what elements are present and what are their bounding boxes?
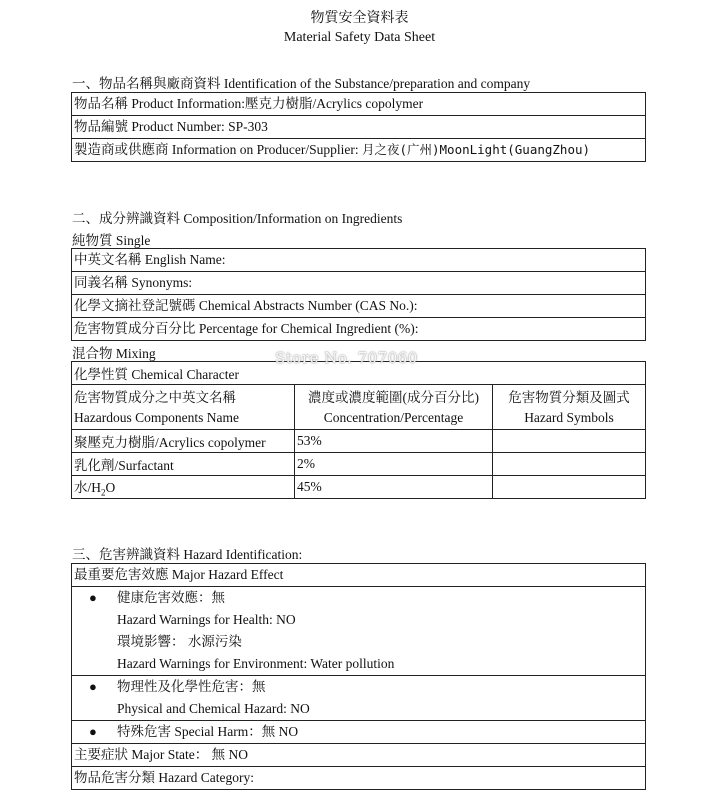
product-info-row: 物品名稱 Product Information:壓克力樹脂/Acrylics copolymer: [74, 96, 424, 111]
components-table: [71, 361, 646, 499]
table-row: [72, 430, 646, 453]
physical-hazard-zh: 物理性及化學性危害：無: [117, 679, 266, 694]
list-item: [72, 631, 645, 653]
synonyms-row: 同義名稱 Synonyms:: [72, 271, 645, 294]
section3-heading: 三、危害辨識資料 Hazard Identification:: [72, 547, 303, 562]
col-name-en: Hazardous Components Name: [72, 407, 295, 430]
header-row-en: [72, 407, 646, 430]
col-conc-en: Concentration/Percentage: [295, 407, 493, 430]
doc-title-zh: 物質安全資料表: [310, 11, 409, 26]
producer-label: 製造商或供應商 Information on Producer/Supplier:: [74, 142, 362, 157]
health-hazard-zh: 健康危害效應：無: [117, 590, 225, 605]
component-pct: 2%: [295, 453, 493, 476]
percentage-row: 危害物質成分百分比 Percentage for Chemical Ingredient (%):: [72, 317, 645, 340]
bullet-icon: ●: [89, 590, 97, 605]
single-table: [71, 248, 646, 341]
col-name-zh: 危害物質成分之中英文名稱: [72, 385, 295, 408]
chem-char-cell: 化學性質 Chemical Character: [72, 362, 646, 385]
list-item: [72, 676, 645, 698]
hazard-bullet-block: [72, 586, 645, 675]
water-name-post: O: [105, 480, 116, 496]
component-symbol: [493, 453, 646, 476]
cas-row: 化學文摘社登記號碼 Chemical Abstracts Number (CAS No.):: [72, 294, 645, 317]
table-row: [72, 453, 646, 476]
special-harm: 特殊危害 Special Harm：無 NO: [117, 724, 299, 739]
component-name: 乳化劑/Surfactant: [72, 453, 295, 476]
health-hazard-en: Hazard Warnings for Health: NO: [117, 612, 296, 627]
product-number-row: 物品編號 Product Number: SP-303: [72, 115, 645, 138]
component-pct: 53%: [295, 430, 493, 453]
store-watermark: Store No. 707060: [275, 349, 418, 367]
major-state-row: 主要症狀 Major State： 無 NO: [72, 743, 645, 766]
producer-value: 月之夜(广州)MoonLight(GuangZhou): [361, 142, 591, 157]
producer-row: [72, 138, 645, 161]
component-name: [72, 476, 295, 499]
bullet-icon: ●: [89, 679, 97, 694]
col-conc-zh: 濃度或濃度範圍(成分百分比): [295, 385, 493, 408]
mixing-label: 混合物 Mixing: [72, 346, 156, 361]
list-item: [72, 609, 645, 631]
hazard-table: [71, 563, 646, 790]
bullet-icon: ●: [89, 724, 97, 739]
component-name: 聚壓克力樹脂/Acrylics copolymer: [72, 430, 295, 453]
col-sym-en: Hazard Symbols: [493, 407, 646, 430]
hazard-category-row: 物品危害分類 Hazard Category:: [72, 766, 645, 789]
component-pct: 45%: [295, 476, 493, 499]
col-sym-zh: 危害物質分類及圖式: [493, 385, 646, 408]
list-item: [72, 721, 645, 743]
english-name-row: 中英文名稱 English Name:: [74, 252, 226, 267]
doc-title-en: Material Safety Data Sheet: [283, 30, 436, 45]
environment-en: Hazard Warnings for Environment: Water pollution: [117, 656, 395, 671]
special-harm-row: [72, 720, 645, 743]
component-symbol: [493, 430, 646, 453]
environment-zh: 環境影響： 水源污染: [117, 634, 242, 649]
physical-block: [72, 675, 645, 720]
major-effect-row: 最重要危害效應 Major Hazard Effect: [74, 567, 284, 582]
list-item: [72, 653, 645, 675]
header-row-zh: [72, 385, 646, 408]
single-label: 純物質 Single: [72, 233, 151, 248]
table-row: [72, 476, 646, 499]
section1-table: [71, 92, 646, 162]
section1-heading: 一、物品名稱與廠商資料 Identification of the Substance/preparation and company: [72, 76, 531, 91]
component-symbol: [493, 476, 646, 499]
section2-heading: 二、成分辨識資料 Composition/Information on Ingredients: [72, 211, 403, 226]
physical-hazard-en: Physical and Chemical Hazard: NO: [117, 701, 310, 716]
water-subscript: 2: [101, 487, 106, 498]
list-item: [72, 698, 645, 720]
water-name-pre: 水/H: [74, 480, 101, 496]
list-item: [72, 587, 645, 609]
